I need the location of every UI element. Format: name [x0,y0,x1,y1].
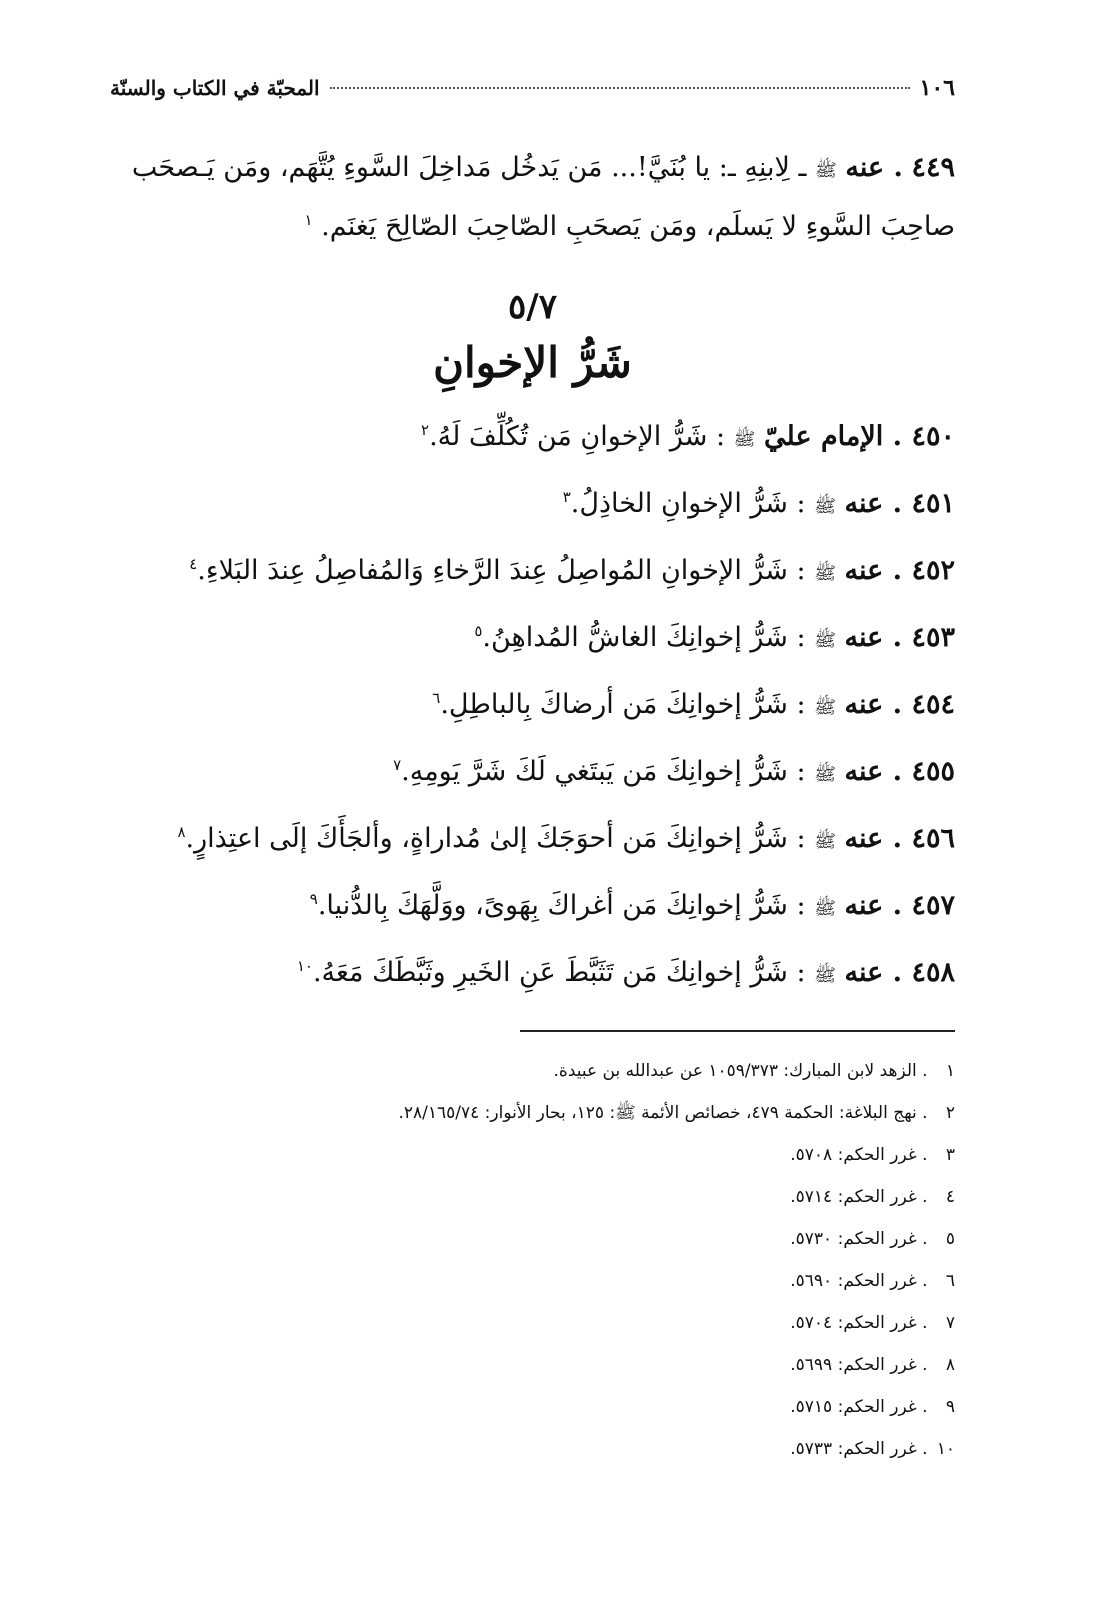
hadith-text: : شَرُّ الإخوانِ مَن تُكُلِّفَ لَهُ. [429,421,726,452]
hadith-text: : شَرُّ الإخوانِ المُواصِلُ عِندَ الرَّخاءِ وَالمُفاصِلُ عِندَ البَلاءِ. [197,555,806,586]
footnote-number: ٧ [945,1313,955,1333]
section-number: ٥/٧ [508,287,557,327]
footnote-text: نهج البلاغة: الحكمة ٤٧٩، خصائص الأئمة ﷺ: ١٢٥، بحار الأنوار: ٢٨/١٦٥/٧٤. [398,1103,917,1123]
hadith-453: ٤٥٣ . عنه ﷺ : شَرُّ إخوانِكَ الغاشُّ المُداهِنُ.$^٥$ [474,622,955,653]
footnote-text: الزهد لابن المبارك: ١٠٥٩/٣٧٣ عن عبدالله بن عبيدة. [553,1061,917,1081]
footnote-number: ٨ [945,1355,955,1375]
footnote-text: غرر الحكم: ٥٦٩٠. [790,1271,917,1291]
hadith-number: ٤٥٧ [911,890,955,921]
hadith-list [110,405,955,1008]
footnote-number: ٥ [945,1229,955,1249]
section-title: شَرُّ الإخوانِ [433,338,632,387]
hadith-number: ٤٥٢ [911,555,955,586]
hadith-speaker: عنه [844,756,884,787]
hadith-454: ٤٥٤ . عنه ﷺ : شَرُّ إخوانِكَ مَن أرضاكَ بِالباطِلِ.$^٦$ [432,689,955,720]
hadith-number: ٤٥٤ [911,689,955,720]
footnote-ref: ٨ [177,823,186,841]
honorific-symbol: ﷺ [814,630,836,651]
footnote-number: ١ [945,1061,955,1081]
hadith-number: ٤٤٩ [911,152,955,183]
footnote-ref: ٢ [421,421,430,439]
hadith-text: : شَرُّ إخوانِكَ الغاشُّ المُداهِنُ. [482,622,806,653]
hadith-456: ٤٥٦ . عنه ﷺ : شَرُّ إخوانِكَ مَن أحوَجَكَ إلىٰ مُداراةٍ، وألجَأَكَ إلَى اعتِذارٍ.$^٨$ [177,823,955,854]
footnotes [110,1050,955,1470]
footnote-number: ٦ [945,1271,955,1291]
hadith-speaker: عنه [844,957,884,988]
footnote-ref: ٧ [393,756,402,774]
running-title: المحبّة في الكتاب والسنّة [110,76,320,100]
honorific-symbol: ﷺ [814,563,836,584]
hadith-text: : شَرُّ إخوانِكَ مَن أحوَجَكَ إلىٰ مُداراةٍ، وألجَأَكَ إلَى اعتِذارٍ. [185,823,806,854]
page-number: ١٠٦ [919,75,955,101]
honorific-symbol: ﷺ [814,496,836,517]
footnote-ref: ٤ [189,555,198,573]
hadith-speaker: عنه [844,823,884,854]
footnote-text: غرر الحكم: ٥٧٣٠. [790,1229,917,1249]
main-text [110,140,955,1008]
hadith-speaker: عنه [844,890,884,921]
footnote-number: ٢ [945,1103,955,1123]
hadith-text: : شَرُّ إخوانِكَ مَن يَبتَغي لَكَ شَرَّ يَومِهِ. [401,756,806,787]
footnote-text: غرر الحكم: ٥٧١٤. [790,1187,917,1207]
hadith-speaker: عنه [844,488,884,519]
footnote-ref: ٥ [474,622,483,640]
honorific-symbol: ﷺ [815,160,837,181]
footnote-3: ٣ . غرر الحكم: ٥٧٠٨. [110,1134,955,1176]
honorific-symbol: ﷺ [814,965,836,986]
hadith-speaker: عنه [844,555,884,586]
footnote-text: غرر الحكم: ٥٧١٥. [790,1397,917,1417]
footnote-ref: ٦ [432,689,441,707]
footnote-divider [520,1030,955,1032]
footnote-ref: ١٠ [296,957,313,975]
hadith-number: ٤٥٠ [911,421,955,452]
footnote-8: ٨ . غرر الحكم: ٥٦٩٩. [110,1344,955,1386]
hadith-text: : شَرُّ إخوانِكَ مَن تَثَبَّطَ عَنِ الخَيرِ وثَبَّطَكَ مَعَهُ. [312,957,806,988]
hadith-number: ٤٥٨ [911,957,955,988]
hadith-speaker: الإمام عليّ [764,421,884,452]
footnote-text: غرر الحكم: ٥٧٠٤. [790,1313,917,1333]
footnote-2: ٢ . نهج البلاغة: الحكمة ٤٧٩، خصائص الأئمة ﷺ: ١٢٥، بحار الأنوار: ٢٨/١٦٥/٧٤. [110,1092,955,1134]
footnote-10: ١٠ . غرر الحكم: ٥٧٣٣. [110,1428,955,1470]
footnote-number: ٤ [945,1187,955,1207]
hadith-number: ٤٥٣ [911,622,955,653]
footnote-ref: ١ [304,211,313,229]
honorific-symbol: ﷺ [814,764,836,785]
page-header [110,68,955,108]
footnote-text: غرر الحكم: ٥٧٠٨. [790,1145,917,1165]
hadith-text: : شَرُّ إخوانِكَ مَن أرضاكَ بِالباطِلِ. [440,689,806,720]
hadith-450: ٤٥٠ . الإمام عليّ ﷺ : شَرُّ الإخوانِ مَن تُكُلِّفَ لَهُ.$^٢$ [421,421,955,452]
footnote-number: ٩ [945,1397,955,1417]
honorific-symbol: ﷺ [733,429,756,450]
hadith-text: : شَرُّ الإخوانِ الخاذِلُ. [570,488,806,519]
footnote-6: ٦ . غرر الحكم: ٥٦٩٠. [110,1260,955,1302]
hadith-text: ـ لِابنِهِ ـ: يا بُنَيَّ!... مَن يَدخُل مَداخِلَ السَّوءِ يُتَّهَم، ومَن يَـصحَب صاحِبَ السَّوءِ لا يَسلَم، ومَن يَصحَبِ الصّاحِبَ الصّالِحَ يَغنَم. [131,152,955,242]
honorific-symbol: ﷺ [814,831,836,852]
hadith-number: ٤٥٦ [911,823,955,854]
footnote-number: ١٠ [936,1439,955,1459]
hadith-457: ٤٥٧ . عنه ﷺ : شَرُّ إخوانِكَ مَن أغراكَ بِهَوىً، ووَلَّهَكَ بِالدُّنيا.$^٩$ [309,890,955,921]
footnote-4: ٤ . غرر الحكم: ٥٧١٤. [110,1176,955,1218]
footnote-number: ٣ [945,1145,955,1165]
hadith-451: ٤٥١ . عنه ﷺ : شَرُّ الإخوانِ الخاذِلُ.$^٣$ [562,488,955,519]
hadith-speaker: عنه [844,689,884,720]
header-dotted-leader [330,87,910,89]
footnote-text: غرر الحكم: ٥٧٣٣. [790,1439,917,1459]
footnote-text: غرر الحكم: ٥٦٩٩. [790,1355,917,1375]
hadith-455: ٤٥٥ . عنه ﷺ : شَرُّ إخوانِكَ مَن يَبتَغي لَكَ شَرَّ يَومِهِ.$^٧$ [393,756,955,787]
hadith-458: ٤٥٨ . عنه ﷺ : شَرُّ إخوانِكَ مَن تَثَبَّطَ عَنِ الخَيرِ وثَبَّطَكَ مَعَهُ.$^{١٠}$ [296,957,955,988]
hadith-number: ٤٥٥ [911,756,955,787]
hadith-text: : شَرُّ إخوانِكَ مَن أغراكَ بِهَوىً، ووَلَّهَكَ بِالدُّنيا. [317,890,806,921]
footnote-ref: ٩ [309,890,318,908]
footnote-1: ١ . الزهد لابن المبارك: ١٠٥٩/٣٧٣ عن عبدالله بن عبيدة. [110,1050,955,1092]
footnote-ref: ٣ [562,488,571,506]
footnote-9: ٩ . غرر الحكم: ٥٧١٥. [110,1386,955,1428]
hadith-452: ٤٥٢ . عنه ﷺ : شَرُّ الإخوانِ المُواصِلُ عِندَ الرَّخاءِ وَالمُفاصِلُ عِندَ البَلاءِ.$^٤$ [189,555,955,586]
honorific-symbol: ﷺ [814,697,836,718]
hadith-speaker: عنه [845,152,885,183]
hadith-449: ٤٤٩ . عنه ﷺ ـ لِابنِهِ ـ: يا بُنَيَّ!... مَن يَدخُل مَداخِلَ السَّوءِ يُتَّهَم، ومَن يَـصحَب صاحِبَ السَّوءِ لا يَسلَم، ومَن يَصحَبِ الصّاحِبَ الصّالِحَ يَغنَم. $^١$ [131,152,955,242]
section-heading [110,285,955,397]
hadith-speaker: عنه [844,622,884,653]
hadith-number: ٤٥١ [911,488,955,519]
honorific-symbol: ﷺ [814,898,836,919]
footnote-5: ٥ . غرر الحكم: ٥٧٣٠. [110,1218,955,1260]
footnote-7: ٧ . غرر الحكم: ٥٧٠٤. [110,1302,955,1344]
